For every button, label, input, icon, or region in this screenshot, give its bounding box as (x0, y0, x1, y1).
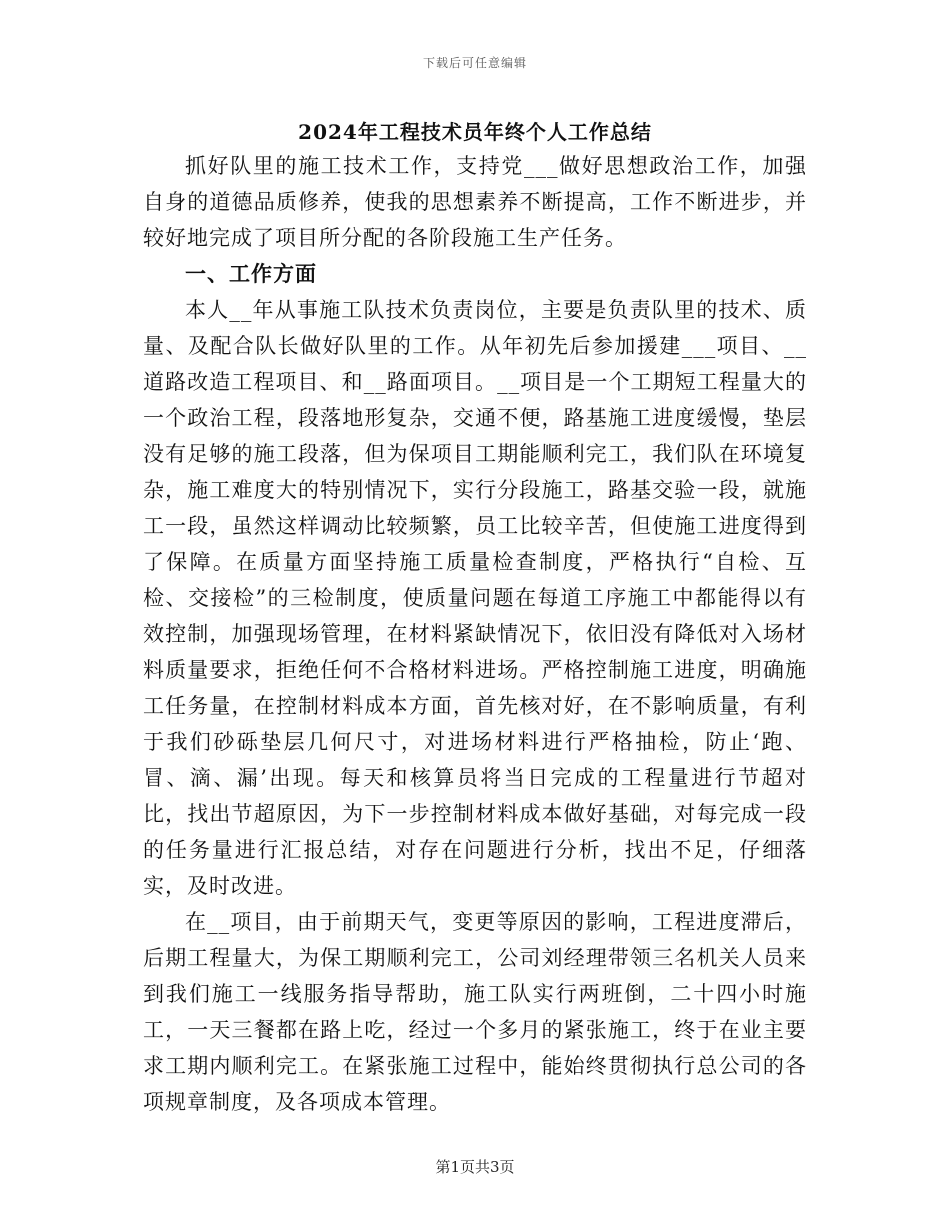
page-footer: 第1页共3页 (435, 1158, 515, 1176)
section-heading-work: 一、工作方面 (185, 261, 317, 286)
header-note: 下载后可任意编辑 (422, 56, 527, 70)
intro-paragraph: 抓好队里的施工技术工作，支持党___做好思想政治工作，加强自身的道德品质修养，使我的思想素养不断提高，工作不断进步，并较好地完成了项目所分配的各阶段施工生产任务。 (143, 154, 807, 250)
work-paragraph: 本人__年从事施工队技术负责岗位，主要是负责队里的技术、质量、及配合队长做好队里的工作。从年初先后参加援建___项目、__道路改造工程项目、和__路面项目。__项目是一个工期短工程量大的一个政治工程，段落地形复杂，交通不便，路基施工进度缓慢，垫层没有足够的施工段落，但为保项目工期能顺利完工，我们队在环境复杂，施工难度大的特别情况下，实行分段施工，路基交验一段，就施工一段，虽然这样调动比较频繁，员工比较辛苦，但使施工进度得到了保障。在质量方面坚持施工质量检查制度，严格执行“自检、互检、交接检”的三检制度，使质量问题在每道工序施工中都能得以有效控制，加强现场管理，在材料紧缺情况下，依旧没有降低对入场材料质量要求，拒绝任何不合格材料进场。严格控制施工进度，明确施工任务量，在控制材料成本方面，首先核对好，在不影响质量，有利于我们砂砾垫层几何尺寸，对进场材料进行严格抽检，防止‘跑、冒、滴、漏’出现。每天和核算员将当日完成的工程量进行节超对比，找出节超原因，为下一步控制材料成本做好基础，对每完成一段的任务量进行汇报总结，对存在问题进行分析，找出不足，仔细落实，及时改进。 (143, 298, 807, 898)
project-paragraph: 在__项目，由于前期天气，变更等原因的影响，工程进度滞后，后期工程量大，为保工期顺利完工，公司刘经理带领三名机关人员来到我们施工一线服务指导帮助，施工队实行两班倒，二十四小时施工，一天三餐都在路上吃，经过一个多月的紧张施工，终于在业主要求工期内顺利完工。在紧张施工过程中，能始终贯彻执行总公司的各项规章制度，及各项成本管理。 (143, 910, 807, 1114)
document-body (143, 148, 807, 1120)
document-title: 2024年工程技术员年终个人工作总结 (298, 120, 652, 144)
